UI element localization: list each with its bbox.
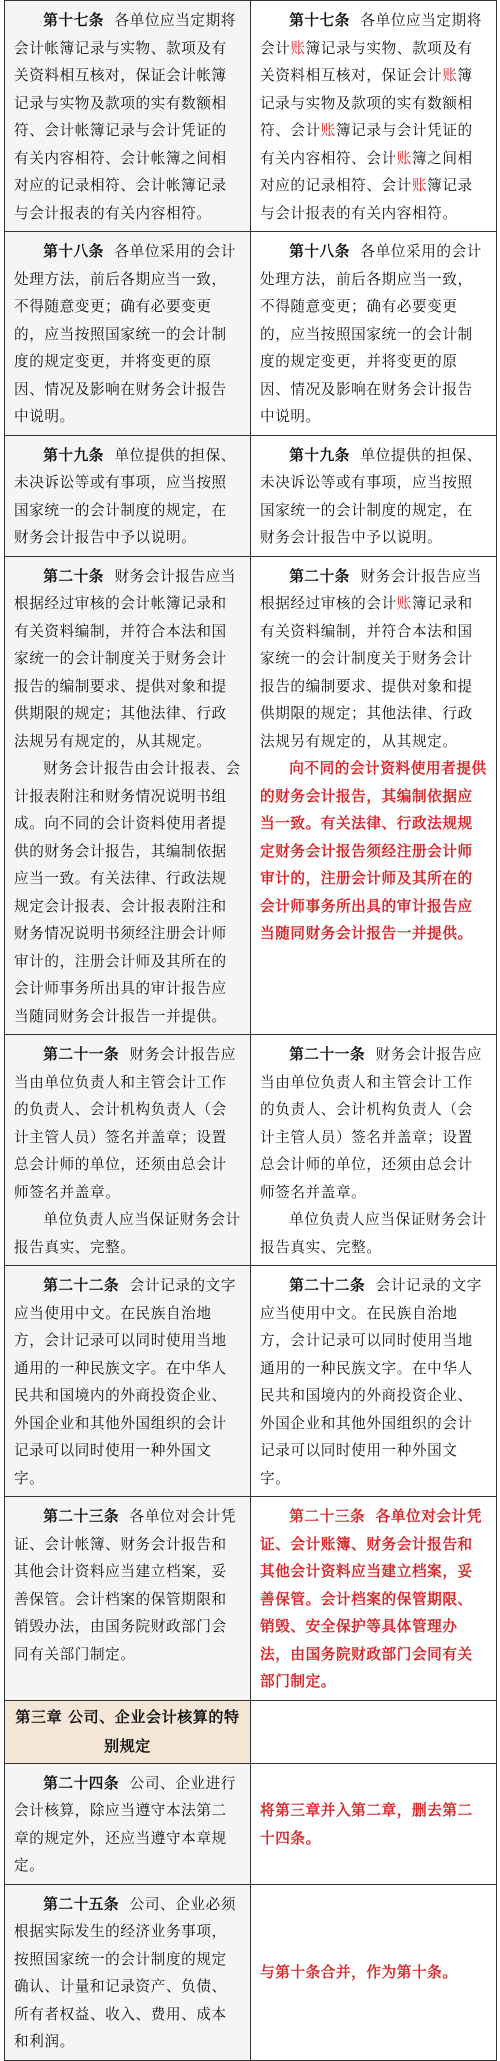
revised-text-cell bbox=[251, 1497, 497, 1701]
revision-note: 与第十条合并，作为第十条。 bbox=[260, 1964, 458, 1982]
revised-article-text: 各单位对会计凭证、会计账簿、财务会计报告和其他会计资料应当建立档案，妥善保管。会计档案的保管期限、销毁、安全保护等具体管理办法，由国务院财政部门会同有关部门制定。 bbox=[260, 1508, 483, 1690]
table-row bbox=[5, 1035, 497, 1266]
revised-note-cell bbox=[251, 1884, 497, 2060]
article-heading: 第二十五条 bbox=[43, 1895, 120, 1913]
changed-char: 账 bbox=[320, 122, 336, 139]
article-text: 各单位对会计凭证、会计帐簿、财务会计报告和其他会计资料应当建立档案，妥善保管。会计档案的保管期限和销毁办法，由国务院财政部门会同有关部门制定。 bbox=[14, 1508, 237, 1663]
article-text: 簿记录和有关资料编制，并符合本法和国家统一的会计制度关于财务会计报告的编制要求、提供对象和提供期限的规定；其他法律、行政法规另有规定的，从其规定。 bbox=[260, 595, 473, 750]
original-text-cell bbox=[5, 1497, 251, 1701]
article-heading: 第二十一条 bbox=[43, 1046, 120, 1063]
article-text: 财务会计报告应当由单位负责人和主管会计工作的负责人、会计机构负责人（会计主管人员）签名并盖章；设置总会计师的单位，还须由总会计师签名并盖章。 bbox=[260, 1046, 483, 1201]
article-text: 簿记录与实物、款项及有关资料相互核对，保证会计 bbox=[260, 39, 473, 84]
article-text: 单位提供的担保、未决诉讼等或有事项，应当按照国家统一的会计制度的规定，在财务会计报告中予以说明。 bbox=[260, 446, 483, 546]
table-row bbox=[5, 1266, 497, 1497]
revised-paragraph: 向不同的会计资料使用者提供的财务会计报告，其编制依据应当一致。有关法律、行政法规规定财务会计报告须经注册会计师审计的，注册会计师及其所在的会计师事务所出具的审计报告应当随同财务会计报告一并提供。 bbox=[260, 760, 487, 942]
article-text: 各单位采用的会计处理方法，前后各期应当一致，不得随意变更；确有必要变更的，应当按照国家统一的会计制度的规定变更，并将变更的原因、情况及影响在财务会计报告中说明。 bbox=[260, 243, 483, 425]
article-heading: 第二十一条 bbox=[289, 1046, 366, 1063]
revised-text-cell bbox=[251, 1266, 497, 1497]
article-heading: 第二十二条 bbox=[43, 1277, 120, 1294]
article-paragraph: 单位负责人应当保证财务会计报告真实、完整。 bbox=[260, 1211, 487, 1256]
article-text: 各单位应当定期将会计帐簿记录与实物、款项及有关资料相互核对，保证会计帐簿记录与实物及款项的实有数额相符、会计帐簿记录与会计凭证的有关内容相符、会计帐簿之间相对应的记录相符、会计帐簿记录与会计报表的有关内容相符。 bbox=[14, 12, 237, 222]
original-text-cell bbox=[5, 1266, 251, 1497]
original-text-cell bbox=[5, 1, 251, 232]
article-paragraph: 单位负责人应当保证财务会计报告真实、完整。 bbox=[14, 1211, 241, 1256]
article-heading: 第十七条 bbox=[43, 12, 104, 29]
original-text-cell bbox=[5, 1035, 251, 1266]
article-heading: 第十八条 bbox=[289, 243, 350, 260]
revised-note-cell bbox=[251, 1763, 497, 1884]
article-text: 财务会计报告应当根据经过审核的会计帐簿记录和有关资料编制，并符合本法和国家统一的会计制度关于财务会计报告的编制要求、提供对象和提供期限的规定；其他法律、行政法规另有规定的，从其规定。 bbox=[14, 567, 237, 750]
table-row bbox=[5, 1497, 497, 1701]
article-heading: 第十九条 bbox=[289, 446, 350, 464]
revised-text-cell bbox=[251, 1035, 497, 1266]
article-text: 财务会计报告应当根据经过审核的会计 bbox=[260, 567, 483, 612]
table-row bbox=[5, 556, 497, 1035]
article-heading: 第十八条 bbox=[43, 243, 104, 260]
article-text: 簿记录与会计凭证的有关内容相符、会计 bbox=[260, 122, 473, 167]
original-text-cell bbox=[5, 232, 251, 436]
article-text: 公司、企业进行会计核算，除应当遵守本法第二章的规定外，还应当遵守本章规定。 bbox=[14, 1774, 237, 1874]
revision-note: 将第三章并入第二章，删去第二十四条。 bbox=[260, 1802, 473, 1847]
original-text-cell bbox=[5, 1763, 251, 1884]
changed-char: 账 bbox=[396, 149, 412, 167]
table-row bbox=[5, 1763, 497, 1884]
table-row bbox=[5, 435, 497, 556]
changed-char: 账 bbox=[411, 177, 428, 194]
article-heading: 第二十四条 bbox=[43, 1774, 120, 1792]
revised-text-cell bbox=[251, 435, 497, 556]
table-row bbox=[5, 1, 497, 232]
article-heading: 第十九条 bbox=[43, 446, 104, 464]
article-text: 单位提供的担保、未决诉讼等或有事项，应当按照国家统一的会计制度的规定，在财务会计报告中予以说明。 bbox=[14, 446, 237, 546]
article-heading: 第十七条 bbox=[289, 12, 350, 29]
original-text-cell bbox=[5, 556, 251, 1035]
article-heading: 第二十条 bbox=[43, 567, 104, 585]
article-text: 公司、企业必须根据实际发生的经济业务事项，按照国家统一的会计制度的规定确认、计量和记录资产、负债、所有者权益、收入、费用、成本和利润。 bbox=[14, 1895, 237, 2050]
article-text: 各单位采用的会计处理方法，前后各期应当一致，不得随意变更；确有必要变更的，应当按照国家统一的会计制度的规定变更，并将变更的原因、情况及影响在财务会计报告中说明。 bbox=[14, 243, 237, 425]
table-row bbox=[5, 1884, 497, 2060]
table-row bbox=[5, 1700, 497, 1763]
article-text: 簿记录与实物及款项的实有数额相符、会计 bbox=[260, 67, 473, 139]
revised-text-cell bbox=[251, 1, 497, 232]
original-text-cell bbox=[5, 1884, 251, 2060]
article-text: 会计记录的文字应当使用中文。在民族自治地方，会计记录可以同时使用当地通用的一种民族文字。在中华人民共和国境内的外商投资企业、外国企业和其他外国组织的会计记录可以同时使用一种外国文字。 bbox=[14, 1277, 237, 1487]
article-text: 财务会计报告应当由单位负责人和主管会计工作的负责人、会计机构负责人（会计主管人员）签名并盖章；设置总会计师的单位，还须由总会计师签名并盖章。 bbox=[14, 1046, 237, 1201]
article-heading: 第二十三条 bbox=[43, 1508, 120, 1525]
article-text: 各单位应当定期将会计 bbox=[260, 12, 483, 57]
changed-char: 账 bbox=[396, 595, 412, 612]
revised-text-cell bbox=[251, 556, 497, 1035]
empty-cell bbox=[251, 1700, 497, 1763]
article-text: 簿记录与会计报表的有关内容相符。 bbox=[260, 177, 473, 222]
article-heading: 第二十二条 bbox=[289, 1277, 366, 1294]
article-heading: 第二十条 bbox=[289, 567, 350, 585]
article-heading: 第二十三条 bbox=[289, 1508, 366, 1525]
original-text-cell bbox=[5, 435, 251, 556]
chapter-title: 第三章 公司、企业会计核算的特别规定 bbox=[15, 1707, 240, 1755]
chapter-heading-cell bbox=[5, 1700, 251, 1763]
article-paragraph: 财务会计报告由会计报表、会计报表附注和财务情况说明书组成。向不同的会计资料使用者提供的财务会计报告，其编制依据应当一致。有关法律、行政法规规定会计报表、会计报表附注和财务情况说明书须经注册会计师审计的，注册会计师及其所在的会计师事务所出具的审计报告应当随同财务会计报告一并提供。 bbox=[14, 760, 241, 1025]
table-row bbox=[5, 232, 497, 436]
changed-char: 账 bbox=[442, 67, 458, 84]
law-comparison-table bbox=[4, 0, 497, 2061]
changed-char: 账 bbox=[290, 39, 306, 57]
article-text: 会计记录的文字应当使用中文。在民族自治地方，会计记录可以同时使用当地通用的一种民族文字。在中华人民共和国境内的外商投资企业、外国企业和其他外国组织的会计记录可以同时使用一种外国文字。 bbox=[260, 1277, 483, 1487]
revised-text-cell bbox=[251, 232, 497, 436]
article-text: 簿之间相对应的记录相符、会计 bbox=[260, 149, 473, 194]
